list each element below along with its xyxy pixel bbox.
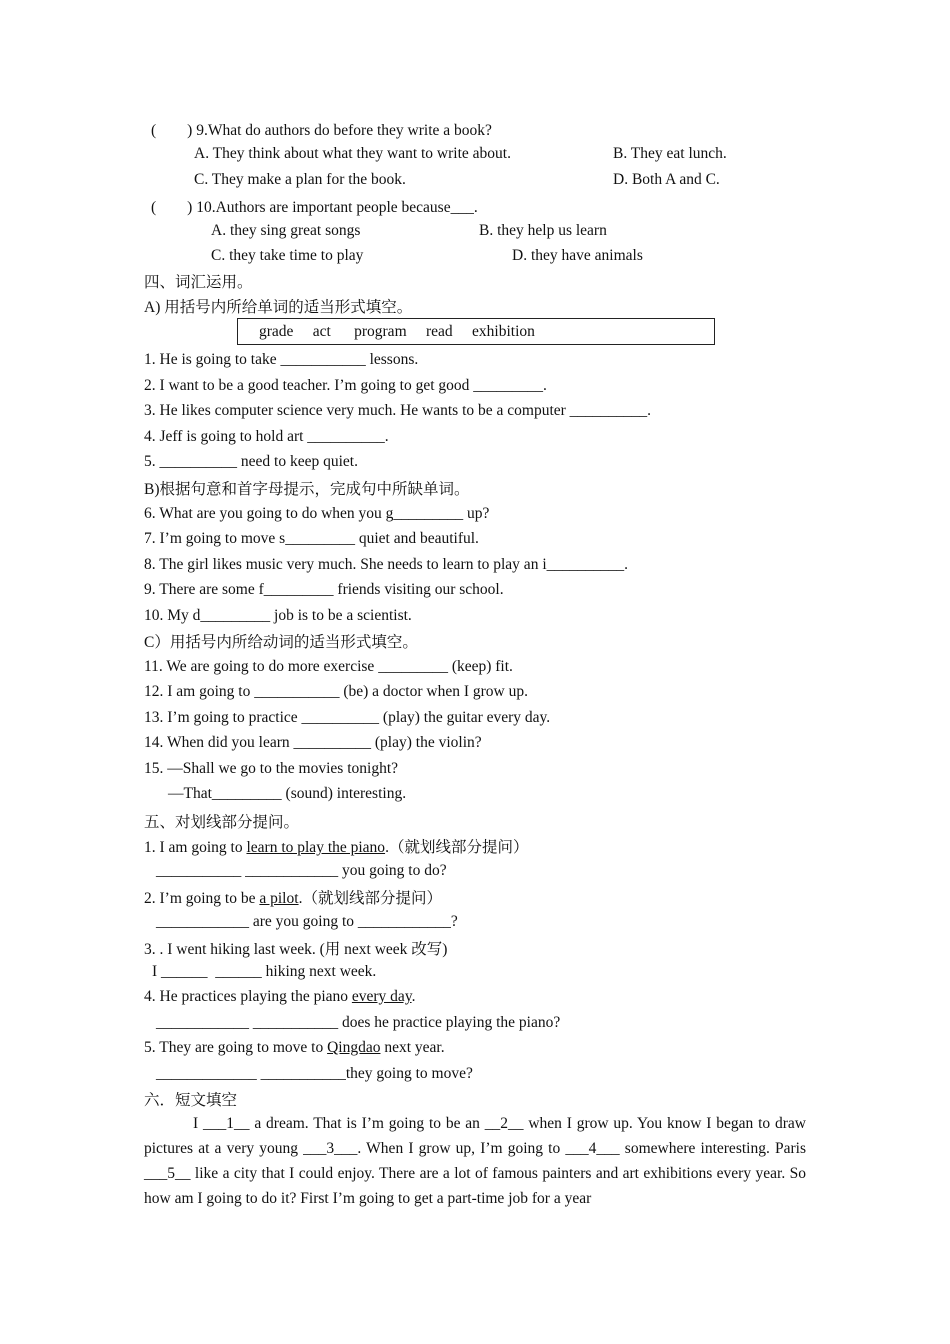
question-10-option-d: D. they have animals (512, 247, 643, 264)
part-c-item-13: 13. I’m going to practice __________ (play) the guitar every day. (144, 709, 551, 726)
section-5-question-3: 3. . I went hiking last week. (用 next week 改写) (144, 941, 448, 958)
section-5-question-5: 5. They are going to move to Qingdao next year. (144, 1039, 445, 1056)
part-a-item-4: 4. Jeff is going to hold art __________. (144, 428, 389, 445)
section-4-part-c-instruction: C）用括号内所给动词的适当形式填空。 (144, 634, 418, 651)
part-c-item-15-reply: —That_________ (sound) interesting. (168, 785, 407, 802)
section-4-heading: 四、词汇运用。 (144, 274, 253, 291)
question-9-option-b: B. They eat lunch. (613, 145, 727, 162)
part-c-item-11: 11. We are going to do more exercise _________ (keep) fit. (144, 658, 513, 675)
question-9-option-c: C. They make a plan for the book. (194, 171, 406, 188)
section-5-answer-5: _____________ ___________they going to move? (156, 1065, 473, 1082)
part-b-item-9: 9. There are some f_________ friends visiting our school. (144, 581, 504, 598)
part-c-item-12: 12. I am going to ___________ (be) a doctor when I grow up. (144, 683, 528, 700)
question-10-option-c: C. they take time to play (211, 247, 364, 264)
part-b-item-7: 7. I’m going to move s_________ quiet and beautiful. (144, 530, 479, 547)
question-9-option-a: A. They think about what they want to write about. (194, 145, 511, 162)
section-5-question-4: 4. He practices playing the piano every day. (144, 988, 416, 1005)
underlined-phrase: learn to play the piano (246, 839, 386, 856)
part-a-item-3: 3. He likes computer science very much. He wants to be a computer __________. (144, 402, 652, 419)
question-10-option-b: B. they help us learn (479, 222, 607, 239)
part-b-item-8: 8. The girl likes music very much. She needs to learn to play an i__________. (144, 556, 628, 573)
question-9-option-d: D. Both A and C. (613, 171, 720, 188)
section-5-answer-1: ___________ ____________ you going to do? (156, 862, 447, 879)
section-5-question-1: 1. I am going to learn to play the piano.（就划线部分提问） (144, 839, 529, 856)
question-10-option-a: A. they sing great songs (211, 222, 361, 239)
underlined-phrase: Qingdao (327, 1039, 381, 1056)
part-c-item-14: 14. When did you learn __________ (play) the violin? (144, 734, 482, 751)
section-6-heading: 六．短文填空 (144, 1092, 238, 1109)
part-a-item-2: 2. I want to be a good teacher. I’m going to get good _________. (144, 377, 547, 394)
question-10-stem: ( ) 10.Authors are important people because___. (151, 199, 478, 216)
underlined-phrase: a pilot (259, 890, 299, 907)
part-a-item-1: 1. He is going to take ___________ lessons. (144, 351, 419, 368)
section-5-answer-3: I ______ ______ hiking next week. (152, 963, 377, 980)
part-c-item-15: 15. —Shall we go to the movies tonight? (144, 760, 399, 777)
section-5-heading: 五、对划线部分提问。 (144, 814, 300, 831)
word-box-words: grade act program read exhibition (259, 323, 535, 340)
word-box (237, 318, 715, 345)
part-b-item-10: 10. My d_________ job is to be a scientist. (144, 607, 412, 624)
section-4-part-a-instruction: A) 用括号内所给单词的适当形式填空。 (144, 299, 413, 316)
cloze-passage: I ___1__ a dream. That is I’m going to be an __2__ when I grow up. You know I began to draw pictures at a very young ___3___. When I grow up, I’m going to ___4___ somewhere interesting. Paris ___5__ like a city that I could enjoy. There are a lot of famous painters and art exhibitions every year. So how am I going to do it? First I’m going to get a part-time job for a year (144, 1115, 806, 1207)
question-9-stem: ( ) 9.What do authors do before they write a book? (151, 122, 492, 139)
section-5-question-2: 2. I’m going to be a pilot.（就划线部分提问） (144, 890, 442, 907)
section-4-part-b-instruction: B)根据句意和首字母提示，完成句中所缺单词。 (144, 481, 470, 498)
part-a-item-5: 5. __________ need to keep quiet. (144, 453, 358, 470)
underlined-phrase: every day (351, 988, 412, 1005)
part-b-item-6: 6. What are you going to do when you g_________ up? (144, 505, 490, 522)
section-5-answer-2: ____________ are you going to ____________? (156, 913, 458, 930)
section-5-answer-4: ____________ ___________ does he practice playing the piano? (156, 1014, 561, 1031)
